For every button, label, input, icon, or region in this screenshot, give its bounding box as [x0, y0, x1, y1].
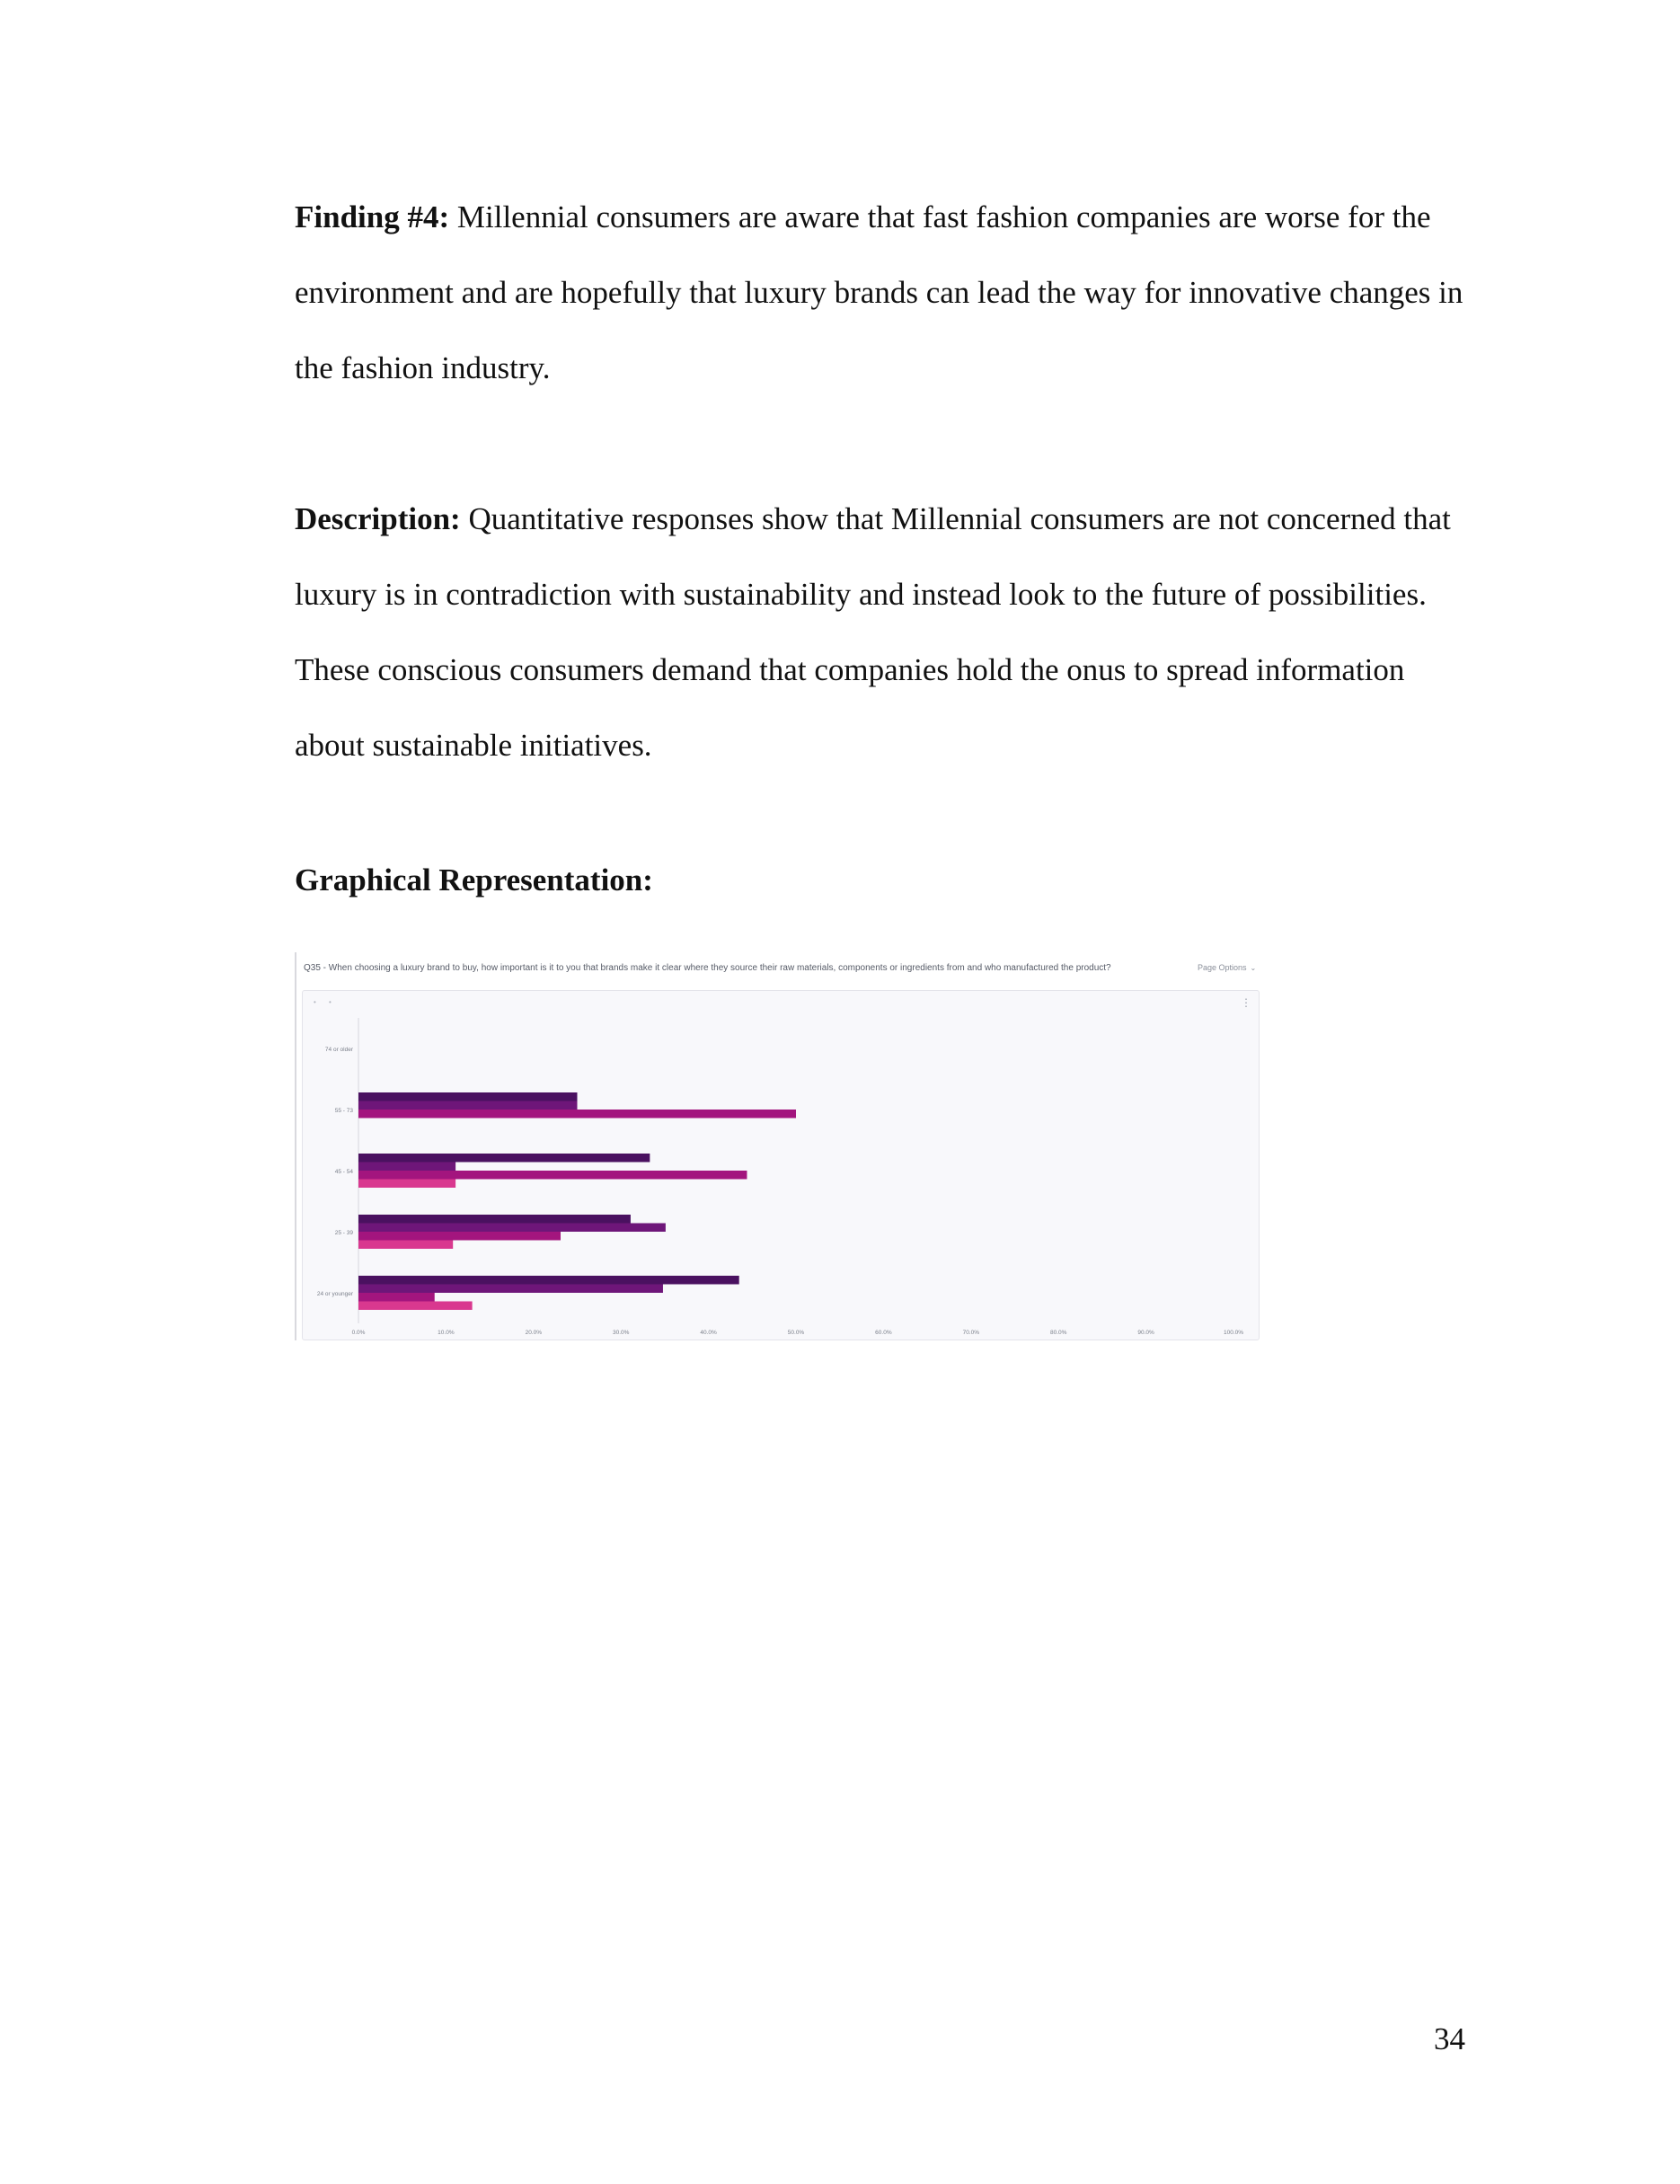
bar [358, 1163, 455, 1172]
bar [358, 1302, 473, 1311]
page-options-button[interactable] [1198, 963, 1256, 972]
bar [358, 1241, 453, 1250]
chart-header [304, 959, 1257, 979]
bar [358, 1171, 747, 1180]
finding-label: Finding #4: [295, 199, 450, 234]
x-tick-label: 60.0% [875, 1330, 892, 1336]
finding-text: Millennial consumers are aware that fast fashion companies are worse for the environment and are hopefully that luxury brands can lead the way for innovative changes in the fashion industry. [295, 199, 1463, 385]
chart-screenshot [295, 952, 1260, 1340]
vertical-dots-icon[interactable]: ⋮ [1241, 996, 1251, 1009]
bar [358, 1224, 666, 1233]
page-number: 34 [1434, 2021, 1465, 2056]
chart-card [302, 990, 1260, 1340]
chart-toolbar-icons[interactable]: • • [314, 998, 337, 1006]
graphical-representation-heading: Graphical Representation: [295, 862, 653, 897]
bar [358, 1285, 663, 1294]
bar-chart [303, 991, 1259, 1340]
x-tick-label: 70.0% [962, 1330, 980, 1336]
bar [358, 1293, 435, 1302]
bar [358, 1092, 578, 1101]
x-tick-label: 10.0% [438, 1330, 455, 1336]
bar [358, 1101, 578, 1110]
bar [358, 1180, 455, 1189]
bar [358, 1232, 561, 1241]
y-tick-label: 55 - 73 [334, 1108, 353, 1114]
x-tick-label: 80.0% [1049, 1330, 1067, 1336]
x-tick-label: 50.0% [787, 1330, 805, 1336]
y-tick-label: 45 - 54 [334, 1169, 353, 1175]
x-tick-label: 100.0% [1223, 1330, 1244, 1336]
finding-paragraph [295, 180, 1481, 406]
x-tick-label: 0.0% [351, 1330, 366, 1336]
x-tick-label: 90.0% [1137, 1330, 1154, 1336]
y-tick-label: 74 or older [324, 1047, 353, 1053]
bar [358, 1215, 631, 1224]
x-tick-label: 40.0% [700, 1330, 717, 1336]
chevron-down-icon: ⌄ [1250, 964, 1257, 972]
description-paragraph [295, 482, 1481, 783]
description-text: Quantitative responses show that Millennial consumers are not concerned that luxury is in contradiction with sustainability and instead look to the future of possibilities. These conscious consumers demand that companies hold the onus to spread information about sustainable initiatives. [295, 501, 1451, 763]
bar [358, 1110, 796, 1119]
y-tick-label: 24 or younger [316, 1291, 353, 1297]
page-options-label: Page Options [1198, 963, 1247, 972]
panel-left-border [295, 952, 296, 1340]
y-tick-label: 25 - 39 [334, 1230, 353, 1236]
chart-question-text: Q35 - When choosing a luxury brand to buy, how important is it to you that brands make it clear where they source their raw materials, components or ingredients from and who manufactured the product? [304, 963, 1111, 973]
bar [358, 1154, 650, 1163]
description-label: Description: [295, 501, 461, 536]
bar [358, 1276, 739, 1285]
x-tick-label: 20.0% [525, 1330, 543, 1336]
x-tick-label: 30.0% [612, 1330, 630, 1336]
